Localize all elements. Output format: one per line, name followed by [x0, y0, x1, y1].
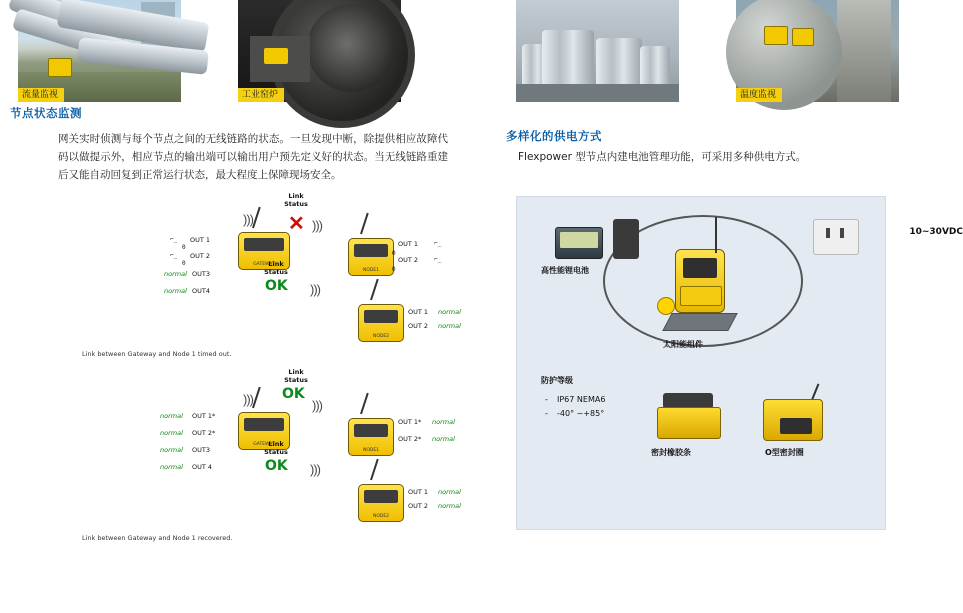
- signal-waveform: ⌐_: [170, 236, 178, 243]
- link-status-label-2: [252, 260, 300, 276]
- antenna-icon: [360, 213, 369, 235]
- link-status-line2: Status: [264, 448, 288, 456]
- node1-device-2: [348, 418, 394, 456]
- node-status-diagram: [60, 190, 480, 550]
- output-label: OUT 2: [398, 256, 419, 264]
- protection-title: 防护等级: [541, 376, 573, 385]
- photo-caption: 流量监视: [18, 88, 64, 102]
- outlet-slot: [840, 228, 844, 238]
- signal-wave-icon: ))): [310, 462, 320, 477]
- output-state: normal: [160, 429, 183, 437]
- output-label: OUT 2*: [398, 435, 422, 443]
- protection-item-value: IP67 NEMA6: [557, 395, 606, 404]
- link-status-label-4: [252, 440, 300, 456]
- o-ring-body: [763, 399, 823, 441]
- o-ring-caption: O型密封圈: [765, 448, 804, 457]
- photo-ground: [516, 84, 679, 102]
- lithium-battery-icon: [555, 227, 603, 259]
- node2-device-2: [358, 484, 404, 522]
- output-state: 0: [392, 250, 396, 257]
- device-display: [244, 418, 284, 431]
- outlet-slot: [826, 228, 830, 238]
- output-label: OUT 1*: [398, 418, 422, 426]
- output-state: normal: [438, 322, 461, 330]
- storage-tanks-photo: [516, 0, 679, 102]
- signal-wave-icon: ))): [243, 392, 253, 407]
- output-state: 0: [182, 260, 186, 267]
- photo-tower: [837, 0, 891, 102]
- signal-wave-icon: ))): [312, 218, 322, 233]
- link-status-line1: Link: [288, 368, 304, 376]
- output-label: OUT 2: [408, 322, 429, 330]
- output-label: OUT 1: [408, 488, 429, 496]
- device-display: [683, 258, 717, 278]
- node1-label: NODE1: [362, 448, 380, 453]
- photo-tank: [640, 46, 670, 88]
- output-label: OUT4: [192, 287, 210, 295]
- output-label: OUT3: [192, 446, 210, 454]
- output-state: 0: [182, 244, 186, 251]
- output-state: normal: [164, 270, 187, 278]
- top-scenario-caption: Link between Gateway and Node 1 timed out.: [82, 350, 232, 358]
- ac-outlet-icon: [813, 219, 859, 255]
- gateway-label: GATEWAY: [253, 442, 275, 447]
- conveyor-pipes-photo: [18, 0, 181, 102]
- output-state: normal: [160, 463, 183, 471]
- output-state: normal: [438, 308, 461, 316]
- signal-wave-icon: ))): [312, 398, 322, 413]
- solar-panel-icon: [662, 313, 738, 331]
- output-label: OUT 1: [190, 236, 211, 244]
- antenna-icon: [252, 207, 261, 229]
- photo-tank: [542, 30, 594, 88]
- gateway-label: GATEWAY: [253, 262, 275, 267]
- antenna-icon: [715, 217, 717, 253]
- node2-device: [358, 304, 404, 342]
- photo-caption: 工业窑炉: [238, 88, 284, 102]
- battery-caption: 高性能锂电池: [541, 266, 589, 275]
- right-section-paragraph: Flexpower 型节点内建电池管理功能，可采用多种供电方式。: [518, 151, 807, 163]
- protection-item-value: -40° ~+85°: [557, 409, 605, 418]
- output-label: OUT 1: [408, 308, 429, 316]
- link-status-line1: Link: [288, 192, 304, 200]
- signal-wave-icon: ))): [243, 212, 253, 227]
- link-ok-icon: OK: [265, 278, 288, 294]
- signal-wave-icon: ))): [310, 282, 320, 297]
- link-ok-icon: OK: [265, 458, 288, 474]
- output-state: 0: [392, 266, 396, 273]
- photo-caption: 温度监视: [736, 88, 782, 102]
- wireless-node-icon: [764, 26, 788, 45]
- photo-kiln-inner: [307, 4, 395, 92]
- wireless-node-icon: [264, 48, 288, 64]
- output-label: OUT 2: [408, 502, 429, 510]
- bottom-scenario-caption: Link between Gateway and Node 1 recovered.: [82, 534, 233, 542]
- link-status-line2: Status: [264, 268, 288, 276]
- link-status-line1: Link: [268, 260, 284, 268]
- device-display: [780, 418, 812, 434]
- output-state: normal: [438, 502, 461, 510]
- left-section-title: 节点状态监测: [10, 106, 82, 120]
- signal-waveform: ⌐_: [434, 256, 442, 263]
- output-state: normal: [160, 446, 183, 454]
- device-display: [364, 490, 398, 503]
- link-status-line2: Status: [284, 200, 308, 208]
- node2-label: NODE2: [372, 514, 390, 519]
- output-label: OUT 2*: [192, 429, 216, 437]
- battery-label-face: [560, 232, 598, 248]
- device-body: [680, 286, 722, 306]
- wireless-node-icon: [48, 58, 72, 77]
- signal-waveform: ⌐_: [434, 240, 442, 247]
- output-state: normal: [432, 418, 455, 426]
- output-label: OUT 4: [192, 463, 213, 471]
- node1-label: NODE1: [362, 268, 380, 273]
- industrial-kiln-photo: [238, 0, 401, 102]
- protection-item: -: [545, 409, 548, 418]
- temperature-monitoring-photo: [736, 0, 899, 102]
- output-state: normal: [160, 412, 183, 420]
- antenna-icon: [360, 393, 369, 415]
- node2-label: NODE2: [372, 334, 390, 339]
- output-label: OUT 1*: [192, 412, 216, 420]
- output-state: normal: [164, 287, 187, 295]
- link-ok-icon: OK: [282, 386, 305, 402]
- antenna-icon: [370, 279, 379, 301]
- link-status-label-3: [272, 368, 320, 384]
- device-display: [354, 424, 388, 437]
- output-label: OUT 2: [190, 252, 211, 260]
- flexpower-node-device: [675, 249, 725, 313]
- power-adapter-icon: [613, 219, 639, 259]
- device-display: [244, 238, 284, 251]
- power-options-panel: [516, 196, 963, 530]
- solar-caption: 太阳能组件: [663, 340, 703, 349]
- output-label: OUT 1: [398, 240, 419, 248]
- right-section-title: 多样化的供电方式: [506, 129, 602, 143]
- antenna-icon: [370, 459, 379, 481]
- link-status-line1: Link: [268, 440, 284, 448]
- device-display: [354, 244, 388, 257]
- device-display: [364, 310, 398, 323]
- link-status-line2: Status: [284, 376, 308, 384]
- node1-device: [348, 238, 394, 276]
- gasket-caption: 密封橡胶条: [651, 448, 691, 457]
- antenna-icon: [252, 387, 261, 409]
- protection-item: -: [545, 395, 548, 404]
- wireless-node-icon: [792, 28, 814, 46]
- o-ring-seal-icon: [755, 389, 829, 441]
- output-state: normal: [438, 488, 461, 496]
- photo-tank: [596, 38, 642, 88]
- voltage-label: 10~30VDC: [909, 227, 963, 237]
- gasket-body: [657, 407, 721, 439]
- output-label: OUT3: [192, 270, 210, 278]
- left-section-paragraph: 网关实时侦测与每个节点之间的无线链路的状态。一旦发现中断，除提供相应故障代码以做提示外，相应节点的输出端可以输出用户预先定义好的状态。当无线链路重建后又能自动回复到正常运行状态，最大程度上保障现场安全。: [58, 133, 448, 181]
- sealing-gasket-icon: [657, 393, 719, 439]
- output-state: normal: [432, 435, 455, 443]
- signal-waveform: ⌐_: [170, 252, 178, 259]
- link-status-label: [272, 192, 320, 208]
- link-error-icon: ✕: [288, 213, 305, 235]
